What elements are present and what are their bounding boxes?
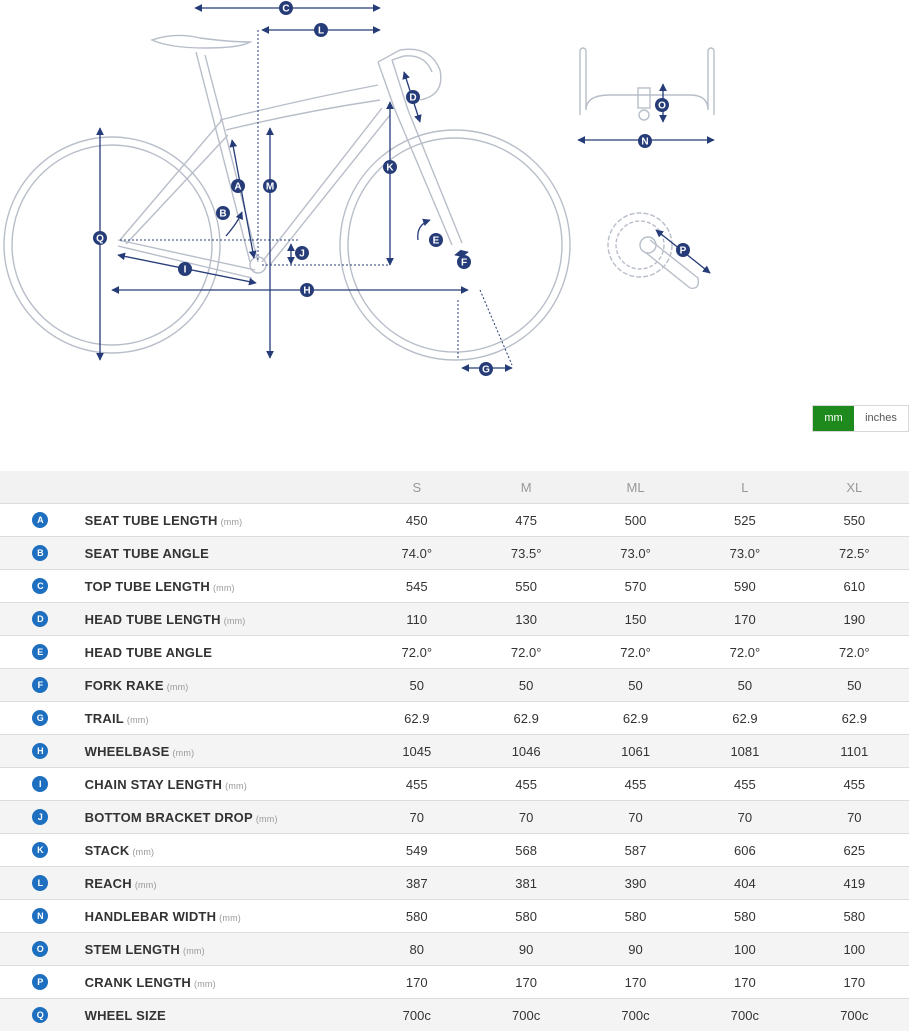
size-value-cell: 700c — [800, 999, 909, 1031]
size-value-cell: 580 — [581, 900, 690, 933]
table-row — [0, 867, 909, 900]
size-value-cell: 170 — [581, 966, 690, 999]
bike-geometry-diagram — [0, 0, 909, 400]
size-value-cell: 170 — [690, 603, 799, 636]
row-badge: C — [32, 578, 48, 594]
size-value-cell: 580 — [362, 900, 471, 933]
svg-text:N: N — [641, 137, 648, 148]
size-header-ml: ML — [581, 471, 690, 504]
table-row — [0, 570, 909, 603]
row-badge: I — [32, 776, 48, 792]
table-row — [0, 966, 909, 999]
row-badge: E — [32, 644, 48, 660]
row-badge: P — [32, 974, 48, 990]
row-measurement-name — [81, 504, 362, 537]
size-value-cell: 545 — [362, 570, 471, 603]
size-value-cell: 1046 — [471, 735, 580, 768]
size-value-cell: 700c — [471, 999, 580, 1031]
size-value-cell: 50 — [690, 669, 799, 702]
measurement-unit: (mm) — [256, 814, 278, 824]
row-badge-cell — [0, 702, 81, 735]
row-badge-cell — [0, 933, 81, 966]
measurement-unit: (mm) — [127, 715, 149, 725]
measurement-unit: (mm) — [183, 946, 205, 956]
unit-mm-button[interactable]: mm — [813, 406, 854, 431]
row-badge-cell — [0, 966, 81, 999]
svg-text:B: B — [219, 209, 226, 220]
label-B-badge — [216, 206, 230, 220]
size-value-cell: 580 — [800, 900, 909, 933]
size-value-cell: 70 — [800, 801, 909, 834]
size-value-cell: 700c — [690, 999, 799, 1031]
label-F-badge — [457, 255, 471, 269]
size-value-cell: 130 — [471, 603, 580, 636]
size-value-cell: 525 — [690, 504, 799, 537]
row-measurement-name — [81, 768, 362, 801]
row-measurement-name — [81, 966, 362, 999]
svg-text:Q: Q — [96, 234, 104, 245]
size-value-cell: 72.0° — [471, 636, 580, 669]
size-value-cell: 580 — [471, 900, 580, 933]
measurement-label: WHEEL SIZE — [85, 1008, 166, 1023]
size-value-cell: 1061 — [581, 735, 690, 768]
size-value-cell: 110 — [362, 603, 471, 636]
measurement-label: HEAD TUBE ANGLE — [85, 645, 212, 660]
label-A-badge — [231, 179, 245, 193]
label-E-badge — [429, 233, 443, 247]
label-O-badge — [655, 98, 669, 112]
measurement-label: SEAT TUBE ANGLE — [85, 546, 209, 561]
table-row — [0, 834, 909, 867]
handlebar-inset — [578, 48, 714, 140]
size-value-cell: 387 — [362, 867, 471, 900]
size-value-cell: 50 — [362, 669, 471, 702]
label-P-badge — [676, 243, 690, 257]
size-value-cell: 606 — [690, 834, 799, 867]
measurement-unit: (mm) — [167, 682, 189, 692]
measurement-unit: (mm) — [132, 847, 154, 857]
size-value-cell: 80 — [362, 933, 471, 966]
size-value-cell: 150 — [581, 603, 690, 636]
row-badge-cell — [0, 801, 81, 834]
row-badge: K — [32, 842, 48, 858]
size-value-cell: 610 — [800, 570, 909, 603]
measurement-label: FORK RAKE — [85, 678, 164, 693]
svg-text:P: P — [680, 246, 687, 257]
size-value-cell: 90 — [471, 933, 580, 966]
size-value-cell: 90 — [581, 933, 690, 966]
size-value-cell: 100 — [800, 933, 909, 966]
table-row — [0, 504, 909, 537]
measurement-unit: (mm) — [221, 517, 243, 527]
svg-text:I: I — [184, 265, 187, 276]
size-value-cell: 62.9 — [471, 702, 580, 735]
size-value-cell: 381 — [471, 867, 580, 900]
label-G-badge — [479, 362, 493, 376]
label-I-badge — [178, 262, 192, 276]
size-value-cell: 700c — [362, 999, 471, 1031]
size-value-cell: 475 — [471, 504, 580, 537]
size-value-cell: 1045 — [362, 735, 471, 768]
measurement-label: REACH — [85, 876, 132, 891]
size-header-l: L — [690, 471, 799, 504]
size-header-s: S — [362, 471, 471, 504]
unit-toggle — [812, 405, 909, 432]
size-value-cell: 62.9 — [690, 702, 799, 735]
geometry-table — [0, 471, 909, 1031]
size-value-cell: 390 — [581, 867, 690, 900]
header-blank — [0, 471, 81, 504]
row-badge-cell — [0, 603, 81, 636]
size-value-cell: 580 — [690, 900, 799, 933]
measurement-unit: (mm) — [224, 616, 246, 626]
svg-text:D: D — [409, 93, 416, 104]
table-row — [0, 669, 909, 702]
row-measurement-name — [81, 702, 362, 735]
measurement-label: WHEELBASE — [85, 744, 170, 759]
size-value-cell: 70 — [581, 801, 690, 834]
table-row — [0, 537, 909, 570]
row-measurement-name — [81, 933, 362, 966]
size-value-cell: 1081 — [690, 735, 799, 768]
size-header-m: M — [471, 471, 580, 504]
size-value-cell: 170 — [362, 966, 471, 999]
measurement-label: BOTTOM BRACKET DROP — [85, 810, 253, 825]
measurement-unit: (mm) — [225, 781, 247, 791]
row-measurement-name — [81, 834, 362, 867]
measurement-label: HANDLEBAR WIDTH — [85, 909, 217, 924]
size-value-cell: 190 — [800, 603, 909, 636]
table-row — [0, 735, 909, 768]
size-value-cell: 72.0° — [800, 636, 909, 669]
label-D-badge — [406, 90, 420, 104]
size-value-cell: 74.0° — [362, 537, 471, 570]
measurement-unit: (mm) — [135, 880, 157, 890]
row-badge: O — [32, 941, 48, 957]
size-value-cell: 50 — [471, 669, 580, 702]
measurement-label: HEAD TUBE LENGTH — [85, 612, 221, 627]
svg-text:A: A — [234, 182, 241, 193]
table-row — [0, 999, 909, 1031]
size-value-cell: 455 — [800, 768, 909, 801]
size-value-cell: 455 — [690, 768, 799, 801]
measurement-label: TRAIL — [85, 711, 124, 726]
svg-text:M: M — [266, 182, 274, 193]
size-value-cell: 1101 — [800, 735, 909, 768]
size-value-cell: 62.9 — [362, 702, 471, 735]
row-badge-cell — [0, 636, 81, 669]
row-badge: A — [32, 512, 48, 528]
label-L-badge — [314, 23, 328, 37]
size-value-cell: 500 — [581, 504, 690, 537]
measurement-unit: (mm) — [219, 913, 241, 923]
size-value-cell: 100 — [690, 933, 799, 966]
measurement-label: STACK — [85, 843, 130, 858]
size-value-cell: 70 — [471, 801, 580, 834]
size-value-cell: 170 — [471, 966, 580, 999]
label-K-badge — [383, 160, 397, 174]
row-measurement-name — [81, 570, 362, 603]
measurement-label: CRANK LENGTH — [85, 975, 191, 990]
measurement-unit: (mm) — [172, 748, 194, 758]
row-measurement-name — [81, 603, 362, 636]
svg-text:L: L — [318, 26, 324, 37]
size-value-cell: 62.9 — [800, 702, 909, 735]
row-badge: B — [32, 545, 48, 561]
size-value-cell: 50 — [800, 669, 909, 702]
size-value-cell: 568 — [471, 834, 580, 867]
measurement-label: STEM LENGTH — [85, 942, 180, 957]
svg-text:G: G — [482, 365, 490, 376]
measurement-label: CHAIN STAY LENGTH — [85, 777, 223, 792]
label-J-badge — [295, 246, 309, 260]
row-badge-cell — [0, 537, 81, 570]
size-value-cell: 587 — [581, 834, 690, 867]
table-row — [0, 933, 909, 966]
row-badge: J — [32, 809, 48, 825]
row-badge: G — [32, 710, 48, 726]
svg-text:C: C — [282, 4, 289, 15]
size-value-cell: 62.9 — [581, 702, 690, 735]
crankset-inset — [608, 213, 710, 288]
row-measurement-name — [81, 999, 362, 1031]
size-value-cell: 625 — [800, 834, 909, 867]
row-measurement-name — [81, 900, 362, 933]
size-value-cell: 419 — [800, 867, 909, 900]
dimension-lines — [100, 8, 512, 368]
size-value-cell: 404 — [690, 867, 799, 900]
size-value-cell: 700c — [581, 999, 690, 1031]
row-badge-cell — [0, 504, 81, 537]
size-value-cell: 72.5° — [800, 537, 909, 570]
row-measurement-name — [81, 537, 362, 570]
row-badge-cell — [0, 900, 81, 933]
row-badge: Q — [32, 1007, 48, 1023]
label-N-badge — [638, 134, 652, 148]
table-row — [0, 801, 909, 834]
row-badge: F — [32, 677, 48, 693]
size-value-cell: 170 — [690, 966, 799, 999]
size-value-cell: 50 — [581, 669, 690, 702]
row-badge: N — [32, 908, 48, 924]
size-value-cell: 455 — [471, 768, 580, 801]
row-measurement-name — [81, 735, 362, 768]
measurement-label: SEAT TUBE LENGTH — [85, 513, 218, 528]
size-value-cell: 455 — [581, 768, 690, 801]
size-value-cell: 590 — [690, 570, 799, 603]
row-badge-cell — [0, 768, 81, 801]
row-badge-cell — [0, 669, 81, 702]
label-Q-badge — [93, 231, 107, 245]
size-value-cell: 72.0° — [690, 636, 799, 669]
unit-inches-button[interactable]: inches — [854, 406, 908, 431]
size-value-cell: 549 — [362, 834, 471, 867]
label-C-badge — [279, 1, 293, 15]
label-M-badge — [263, 179, 277, 193]
svg-text:J: J — [299, 249, 305, 260]
size-value-cell: 73.0° — [581, 537, 690, 570]
label-H-badge — [300, 283, 314, 297]
size-value-cell: 72.0° — [581, 636, 690, 669]
diagram-badges — [93, 1, 690, 376]
size-value-cell: 550 — [471, 570, 580, 603]
size-header-xl: XL — [800, 471, 909, 504]
size-value-cell: 73.0° — [690, 537, 799, 570]
svg-text:E: E — [433, 236, 440, 247]
header-blank — [81, 471, 362, 504]
row-badge-cell — [0, 570, 81, 603]
table-row — [0, 768, 909, 801]
row-measurement-name — [81, 867, 362, 900]
table-row — [0, 636, 909, 669]
row-measurement-name — [81, 669, 362, 702]
table-row — [0, 900, 909, 933]
row-badge: L — [32, 875, 48, 891]
row-badge-cell — [0, 999, 81, 1031]
size-value-cell: 72.0° — [362, 636, 471, 669]
size-value-cell: 455 — [362, 768, 471, 801]
table-row — [0, 702, 909, 735]
size-value-cell: 570 — [581, 570, 690, 603]
measurement-unit: (mm) — [194, 979, 216, 989]
size-value-cell: 70 — [362, 801, 471, 834]
row-badge: D — [32, 611, 48, 627]
bike-outline — [4, 35, 570, 360]
row-badge-cell — [0, 735, 81, 768]
row-badge-cell — [0, 867, 81, 900]
measurement-label: TOP TUBE LENGTH — [85, 579, 210, 594]
row-measurement-name — [81, 636, 362, 669]
svg-text:F: F — [461, 258, 467, 269]
size-header-row — [0, 471, 909, 504]
size-value-cell: 550 — [800, 504, 909, 537]
size-value-cell: 450 — [362, 504, 471, 537]
size-value-cell: 170 — [800, 966, 909, 999]
row-badge-cell — [0, 834, 81, 867]
svg-text:O: O — [658, 101, 666, 112]
row-badge: H — [32, 743, 48, 759]
row-measurement-name — [81, 801, 362, 834]
size-value-cell: 73.5° — [471, 537, 580, 570]
table-row — [0, 603, 909, 636]
measurement-unit: (mm) — [213, 583, 235, 593]
size-value-cell: 70 — [690, 801, 799, 834]
svg-text:H: H — [303, 286, 310, 297]
svg-text:K: K — [386, 163, 394, 174]
